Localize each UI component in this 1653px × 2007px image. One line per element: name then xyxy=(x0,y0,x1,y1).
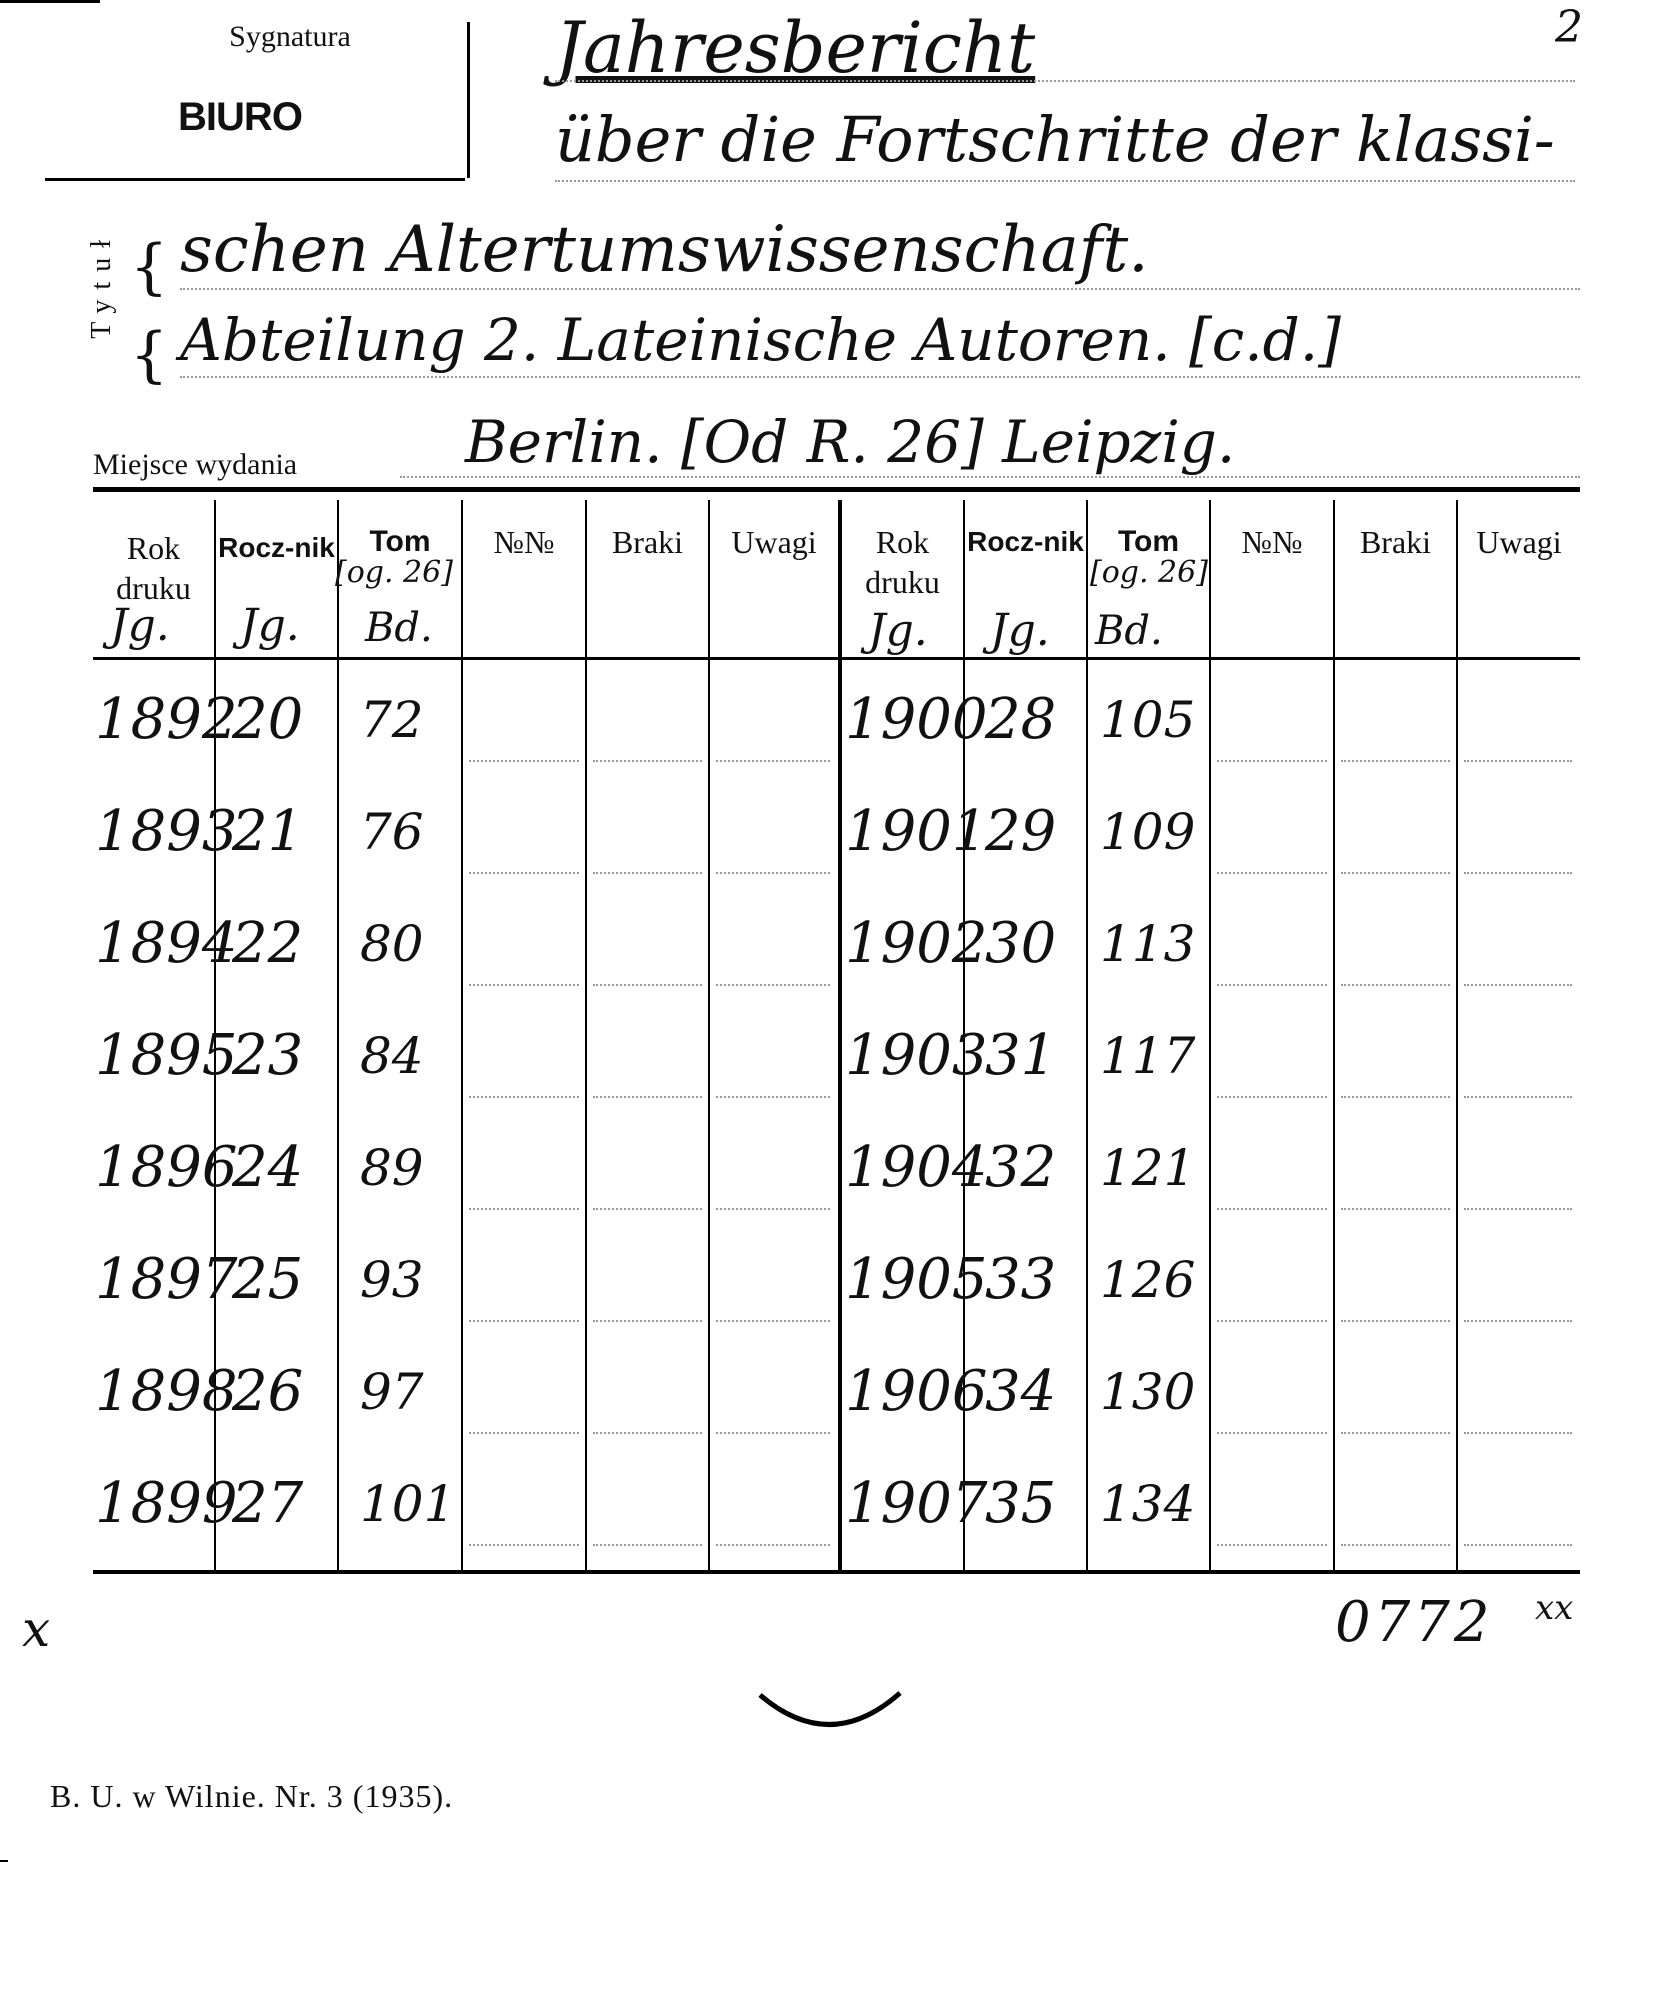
cell-rocznik-left: 27 xyxy=(232,1471,304,1536)
row-dotline xyxy=(1217,1544,1327,1546)
cell-tom-left: 93 xyxy=(360,1251,424,1309)
row-dotline xyxy=(593,872,702,874)
row-dotline xyxy=(469,984,579,986)
col-divider xyxy=(1333,500,1335,1570)
row-dotline xyxy=(1341,872,1450,874)
cell-rok-right: 1904 xyxy=(845,1135,988,1200)
header-braki-left: Braki xyxy=(611,524,684,560)
row-dotline xyxy=(1341,1208,1450,1210)
row-dotline xyxy=(593,984,702,986)
cell-rocznik-left: 21 xyxy=(232,799,304,864)
row-dotline xyxy=(1464,872,1572,874)
header-numery-right: №№ xyxy=(1241,524,1303,560)
row-dotline xyxy=(1464,1208,1572,1210)
row-dotline xyxy=(1341,1096,1450,1098)
col-divider xyxy=(708,500,710,1570)
table-center-divider xyxy=(838,500,842,1570)
row-dotline xyxy=(1464,1320,1572,1322)
cell-tom-right: 126 xyxy=(1100,1251,1196,1309)
title-line-2: über die Fortschritte der klassi- xyxy=(555,103,1555,176)
sygnatura-label: Sygnatura xyxy=(229,20,351,53)
row-dotline xyxy=(716,1544,830,1546)
row-dotline xyxy=(469,1208,579,1210)
col-divider xyxy=(1086,500,1088,1570)
title-dotline-3 xyxy=(180,288,1580,290)
row-dotline xyxy=(716,984,830,986)
header-braki-right: Braki xyxy=(1359,524,1432,560)
cell-rok-left: 1895 xyxy=(95,1023,238,1088)
cell-rocznik-right: 29 xyxy=(985,799,1057,864)
cell-rocznik-left: 22 xyxy=(232,911,304,976)
header-note-tom-top-right: [og. 26] xyxy=(1090,555,1208,590)
cell-rok-right: 1905 xyxy=(845,1247,988,1312)
row-dotline xyxy=(1464,1096,1572,1098)
sygnatura-value: BIURO xyxy=(178,95,302,139)
cell-rocznik-right: 30 xyxy=(985,911,1057,976)
row-dotline xyxy=(593,1544,702,1546)
header-note-tom-bottom-right: Bd. xyxy=(1095,608,1163,654)
punch-hole-mark xyxy=(755,1685,905,1745)
cell-tom-left: 101 xyxy=(360,1475,456,1533)
header-tom-right: Tom xyxy=(1117,525,1180,558)
row-dotline xyxy=(716,1320,830,1322)
cell-rok-left: 1893 xyxy=(95,799,238,864)
row-dotline xyxy=(469,760,579,762)
card-number: 2 xyxy=(1555,2,1583,53)
col-divider xyxy=(337,500,339,1570)
cell-tom-left: 76 xyxy=(360,803,424,861)
header-numery-left: №№ xyxy=(493,524,555,560)
imprint: B. U. w Wilnie. Nr. 3 (1935). xyxy=(50,1778,454,1814)
cell-rocznik-left: 26 xyxy=(232,1359,304,1424)
row-dotline xyxy=(1217,1096,1327,1098)
row-dotline xyxy=(469,1096,579,1098)
header-rok-left: Rok druku xyxy=(116,530,191,606)
row-dotline xyxy=(716,1208,830,1210)
sygnatura-underline xyxy=(45,178,465,181)
footer-marks: xx xyxy=(1535,1588,1574,1628)
left-margin-mark: x xyxy=(22,1600,51,1658)
table-header-border xyxy=(93,657,1580,660)
sygnatura-divider xyxy=(467,22,470,178)
cell-tom-right: 117 xyxy=(1100,1027,1196,1085)
row-dotline xyxy=(716,1432,830,1434)
cell-tom-left: 72 xyxy=(360,691,424,749)
row-dotline xyxy=(469,872,579,874)
header-note-rocznik-left: Jg. xyxy=(240,600,300,651)
row-dotline xyxy=(1341,1544,1450,1546)
header-uwagi-right: Uwagi xyxy=(1476,524,1562,560)
tytul-label: Tytuł xyxy=(86,230,117,339)
cell-rok-left: 1898 xyxy=(95,1359,238,1424)
col-divider xyxy=(1209,500,1211,1570)
header-note-tom-top-left: [og. 26] xyxy=(335,555,453,590)
row-dotline xyxy=(1217,984,1327,986)
cell-rok-right: 1903 xyxy=(845,1023,988,1088)
col-divider xyxy=(585,500,587,1570)
col-divider xyxy=(461,500,463,1570)
title-dotline-2 xyxy=(555,180,1575,182)
cell-rok-right: 1902 xyxy=(845,911,988,976)
cell-tom-left: 84 xyxy=(360,1027,424,1085)
tytul-bracket-top: { xyxy=(130,232,169,302)
header-rocznik-right: Rocz-nik xyxy=(967,526,1084,557)
cell-rocznik-left: 24 xyxy=(232,1135,304,1200)
cell-rocznik-left: 20 xyxy=(232,687,304,752)
cell-tom-right: 105 xyxy=(1100,691,1196,749)
row-dotline xyxy=(593,1208,702,1210)
row-dotline xyxy=(1217,760,1327,762)
tytul-bracket-bottom: { xyxy=(130,320,169,390)
header-note-rok-right: Jg. xyxy=(868,605,928,656)
row-dotline xyxy=(1341,1320,1450,1322)
row-dotline xyxy=(593,1432,702,1434)
row-dotline xyxy=(1464,984,1572,986)
cell-rocznik-left: 25 xyxy=(232,1247,304,1312)
place-label: Miejsce wydania xyxy=(93,448,298,481)
header-rok-right: Rok druku xyxy=(865,524,940,600)
corner-mark xyxy=(0,0,100,3)
header-note-rocznik-right: Jg. xyxy=(990,605,1050,656)
cell-rocznik-right: 35 xyxy=(985,1471,1057,1536)
cell-rocznik-right: 32 xyxy=(985,1135,1057,1200)
row-dotline xyxy=(1217,872,1327,874)
cell-rocznik-right: 28 xyxy=(985,687,1057,752)
row-dotline xyxy=(593,760,702,762)
cell-rocznik-left: 23 xyxy=(232,1023,304,1088)
row-dotline xyxy=(1341,1432,1450,1434)
header-rocznik-left: Rocz-nik xyxy=(218,532,335,563)
row-dotline xyxy=(469,1432,579,1434)
cell-rok-left: 1899 xyxy=(95,1471,238,1536)
place-dotline xyxy=(400,476,1580,478)
row-dotline xyxy=(716,760,830,762)
title-line-4: Abteilung 2. Lateinische Autoren. [c.d.] xyxy=(180,306,1341,374)
title-line-1: Jahresbericht xyxy=(555,7,1036,89)
footer-code: 0772 xyxy=(1335,1590,1494,1655)
row-dotline xyxy=(1217,1208,1327,1210)
header-note-tom-bottom-left: Bd. xyxy=(365,605,433,651)
cell-tom-right: 134 xyxy=(1100,1475,1196,1533)
table-bottom-border xyxy=(93,1570,1580,1574)
cell-rok-left: 1894 xyxy=(95,911,238,976)
edge-mark xyxy=(0,1860,8,1862)
cell-tom-left: 80 xyxy=(360,915,424,973)
row-dotline xyxy=(1464,760,1572,762)
header-note-rok-left: Jg. xyxy=(110,600,170,651)
cell-rok-left: 1896 xyxy=(95,1135,238,1200)
row-dotline xyxy=(1341,760,1450,762)
row-dotline xyxy=(1464,1544,1572,1546)
cell-tom-right: 109 xyxy=(1100,803,1196,861)
cell-tom-left: 97 xyxy=(360,1363,424,1421)
col-divider xyxy=(1456,500,1458,1570)
row-dotline xyxy=(469,1320,579,1322)
cell-rok-right: 1907 xyxy=(845,1471,988,1536)
cell-tom-left: 89 xyxy=(360,1139,424,1197)
cell-tom-right: 113 xyxy=(1100,915,1196,973)
cell-rocznik-right: 34 xyxy=(985,1359,1057,1424)
table-top-border xyxy=(93,487,1580,492)
row-dotline xyxy=(716,1096,830,1098)
row-dotline xyxy=(469,1544,579,1546)
title-line-3: schen Altertumswissenschaft. xyxy=(180,213,1149,287)
cell-rok-right: 1906 xyxy=(845,1359,988,1424)
cell-rok-left: 1892 xyxy=(95,687,238,752)
row-dotline xyxy=(716,872,830,874)
cell-rocznik-right: 31 xyxy=(985,1023,1057,1088)
header-uwagi-left: Uwagi xyxy=(731,524,817,560)
title-dotline-4 xyxy=(180,376,1580,378)
row-dotline xyxy=(1217,1432,1327,1434)
cell-tom-right: 121 xyxy=(1100,1139,1196,1197)
row-dotline xyxy=(1341,984,1450,986)
cell-rok-right: 1901 xyxy=(845,799,988,864)
cell-tom-right: 130 xyxy=(1100,1363,1196,1421)
row-dotline xyxy=(593,1096,702,1098)
title-dotline-1 xyxy=(555,80,1575,82)
row-dotline xyxy=(1217,1320,1327,1322)
header-tom-left: Tom xyxy=(369,525,431,558)
row-dotline xyxy=(1464,1432,1572,1434)
row-dotline xyxy=(593,1320,702,1322)
place-value: Berlin. [Od R. 26] Leipzig. xyxy=(465,408,1236,476)
cell-rocznik-right: 33 xyxy=(985,1247,1057,1312)
cell-rok-right: 1900 xyxy=(845,687,988,752)
cell-rok-left: 1897 xyxy=(95,1247,238,1312)
